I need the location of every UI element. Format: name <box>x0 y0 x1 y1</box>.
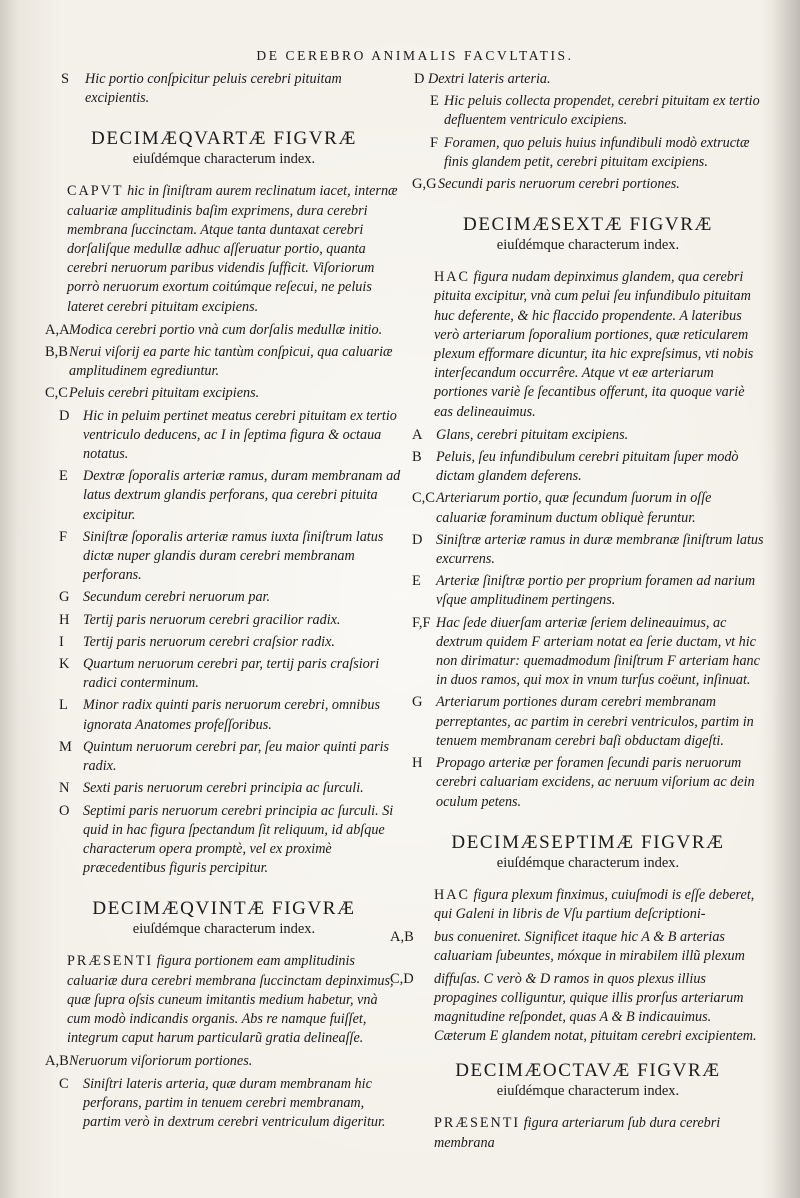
legend-list <box>412 426 764 812</box>
heading-subtitle: eiuſdémque characterum index. <box>132 151 316 168</box>
legend-entry <box>390 928 764 966</box>
legend-text: Foramen, quo peluis huius infundibuli modò extructæ finis glandem petit, cerebri pituitam excipiens. <box>444 134 750 170</box>
legend-entry <box>412 134 764 172</box>
legend-label: B <box>412 449 422 466</box>
description-paragraph <box>45 182 403 316</box>
legend-text: Dextri lateris arteria. <box>428 71 551 87</box>
legend-text: Arteriæ ſiniſtræ portio per proprium foramen ad narium vſque amplitudinem pertingens. <box>436 573 756 609</box>
legend-label: D <box>59 407 70 424</box>
legend-text: Hic in peluim pertinet meatus cerebri pituitam ex tertio ventriculo deducens, ac I in ſeptima figura & octaua notatus. <box>83 407 397 463</box>
legend-entry <box>412 448 764 486</box>
section-heading <box>45 128 403 168</box>
legend-text: Dextræ ſoporalis arteriæ ramus, duram membranam ad latus dextrum glandis perforans, qua cerebri pituita excipitur. <box>83 468 401 523</box>
legend-list <box>45 1052 403 1132</box>
legend-entry <box>412 70 764 89</box>
legend-entry <box>45 588 403 607</box>
paragraph-text: hic in ſiniſtram aurem reclinatum iacet, internæ caluariæ amplitudinis baſim exprimens, dura cerebri membrana ſuccinctam. Atque tanta duntaxat cerebri dorſaliſque medullæ adhuc aſſeruatur portio, quanta cerebri neruorum paribus videndis ſufficit. Viſoriorum porrò neruorum exortum coitúmque reſecui, ne peluis lateret cerebri pituitam excipiens. <box>67 183 398 315</box>
heading-subtitle: eiuſdémque characterum index. <box>496 237 680 254</box>
legend-entry <box>45 343 403 381</box>
legend-label: D <box>412 531 423 548</box>
legend-text: diffuſas. C verò & D ramos in quos plexus illius propagines colliguntur, quique illis prorſus arteriarum magnitudine reſpondet, quas A & B indicauimus. Cæterum E glandem notat, pituitam cerebri excipientem. <box>434 970 757 1045</box>
legend-label: A,A <box>45 321 70 338</box>
legend-label: E <box>59 468 68 485</box>
legend-text: Peluis cerebri pituitam excipiens. <box>69 385 260 402</box>
legend-entry <box>61 70 403 108</box>
legend-text: Modica cerebri portio vnà cum dorſalis medullæ initio. <box>69 321 383 338</box>
legend-label: K <box>59 656 70 673</box>
right-column <box>390 70 764 1157</box>
legend-text: Quartum neruorum cerebri par, tertij paris craſsiori radici conterminum. <box>83 656 380 692</box>
legend-entry <box>45 802 403 879</box>
legend-list <box>412 70 764 194</box>
legend-text: Siniſtræ arteriæ ramus in duræ membranæ ſiniſtrum latus excurrens. <box>436 531 764 568</box>
paragraph-lead: PRÆSENTI <box>67 953 154 970</box>
paragraph-text: figura arteriarum ſub dura cerebri membrana <box>434 1115 721 1151</box>
legend-text: Tertij paris neruorum cerebri craſsior radix. <box>83 633 335 650</box>
legend-label: B,B <box>45 344 68 361</box>
legend-text: bus conueniret. Significet itaque hic A & B arterias caluariam ſubeuntes, móxque in mirabilem illũ plexum <box>434 929 745 965</box>
legend-entry <box>45 655 403 693</box>
description-paragraph <box>412 1114 764 1152</box>
legend-text: Neruorum viſoriorum portiones. <box>69 1053 253 1070</box>
legend-label: I <box>59 633 64 650</box>
legend-text: Secundi paris neruorum cerebri portiones. <box>438 176 680 193</box>
paragraph-text: figura plexum finximus, cuiuſmodi is eſſe deberet, qui Galeni in libris de Vſu partium deſcriptioni- <box>434 886 755 922</box>
legend-entry <box>412 531 764 569</box>
legend-text: Tertij paris neruorum cerebri gracilior radix. <box>83 611 341 628</box>
legend-entry <box>45 407 403 465</box>
legend-text: Secundum cerebri neruorum par. <box>83 589 271 606</box>
heading-title: DECIMÆQVINTÆ FIGVRÆ <box>92 898 356 920</box>
legend-text: Sexti paris neruorum cerebri principia ac ſurculi. <box>83 780 364 797</box>
page-edge-shadow <box>772 0 800 1198</box>
legend-entry <box>45 779 403 798</box>
running-head: DE CEREBRO ANIMALIS FACVLTATIS. <box>256 48 574 63</box>
paragraph-lead: HAC <box>434 269 470 286</box>
heading-title: DECIMÆSEXTÆ FIGVRÆ <box>463 214 713 236</box>
legend-label: O <box>59 802 70 819</box>
paragraph-lead: PRÆSENTI <box>434 1115 521 1132</box>
legend-text: Hic portio conſpicitur peluis cerebri pituitam excipientis. <box>85 71 342 107</box>
legend-label: H <box>59 611 70 628</box>
legend-entry <box>412 92 764 130</box>
legend-entry <box>412 426 764 445</box>
legend-entry <box>412 754 764 812</box>
legend-label: G,G <box>412 176 437 193</box>
legend-text: Minor radix quinti paris neruorum cerebri, omnibus ignorata Anatomes profeſſoribus. <box>83 697 381 733</box>
legend-label: S <box>61 71 70 87</box>
legend-label: C,D <box>390 970 414 987</box>
legend-entry <box>412 614 764 691</box>
legend-entry <box>45 633 403 652</box>
legend-entry <box>45 384 403 403</box>
left-column <box>45 70 403 1135</box>
description-paragraph <box>45 952 403 1048</box>
legend-text: Quintum neruorum cerebri par, ſeu maior quinti paris radix. <box>83 738 390 775</box>
heading-subtitle: eiuſdémque characterum index. <box>496 1083 680 1100</box>
legend-entry <box>412 572 764 610</box>
legend-label: C <box>59 1075 69 1092</box>
legend-label: A <box>412 426 423 443</box>
legend-label: M <box>59 738 72 755</box>
heading-title: DECIMÆSEPTIMÆ FIGVRÆ <box>451 831 725 853</box>
section-heading <box>412 1060 764 1100</box>
legend-label: C,C <box>45 385 68 402</box>
legend-label: F <box>59 528 68 545</box>
legend-label: G <box>412 694 423 711</box>
heading-title: DECIMÆQVARTÆ FIGVRÆ <box>91 128 357 150</box>
legend-label: H <box>412 755 423 772</box>
legend-text: Septimi paris neruorum cerebri principia ac ſurculi. Si quid in hac figura ſpectandum ſit reliquum, id abſque characterum opera promptè, vel ex proximè præcedentibus figuris percipitur. <box>83 802 394 877</box>
legend-entry <box>45 738 403 776</box>
legend-label: C,C <box>412 490 435 507</box>
paragraph-text: figura portionem eam amplitudinis caluariæ dura cerebri membrana ſuccinctam depinximus, quæ ſupra oſsis cuneum imitantis medium habetur, vnà cum modò indicandis organis. Abs re namque fuiſſet, integrum caput harum particularũ gratia delineaſſe. <box>67 953 394 1047</box>
legend-text: Propago arteriæ per foramen ſecundi paris neruorum cerebri caluariam excidens, ac neruum viſorium ac dein oculum petens. <box>436 755 755 810</box>
paragraph-lead: CAPVT <box>67 183 124 200</box>
paragraph-lead: HAC <box>434 886 470 903</box>
legend-text: Siniſtræ ſoporalis arteriæ ramus iuxta ſiniſtrum latus dictæ nuper glandis duram cerebri membranam perforans. <box>83 528 384 584</box>
legend-text: Hac ſede diuerſam arteriæ ſeriem delineauimus, ac dextrum quidem F arteriam notat ea ſerie ductam, vt hic non dirimatur: quemadmodum ſiniſtrum F arteriam hanc in duos ramos, qui mox in vnum turſus coëunt, inſinuat. <box>436 614 760 689</box>
legend-label: G <box>59 589 70 606</box>
paragraph-text: figura nudam depinximus glandem, qua cerebri pituita excipitur, vnà cum pelui ſeu infundibulo pituitam huc deferente, & hic flaccido propendente. A lateribus verò arteriarum ſoporalium portiones, quæ reticularem plexum efformare dicuntur, ita hic expreſsimus, vti nobis interſecandum occurrêre. Atque vt eæ arteriarum portiones variè ſe ſecantibus offerunt, ita quoque variè eas delineauimus. <box>434 269 754 420</box>
legend-text: Peluis, ſeu infundibulum cerebri pituitam ſuper modò dictam glandem deferens. <box>436 449 739 485</box>
legend-label: F,F <box>412 614 431 631</box>
heading-title: DECIMÆOCTAVÆ FIGVRÆ <box>455 1060 721 1082</box>
legend-label: L <box>59 697 68 714</box>
legend-entry <box>412 489 764 527</box>
legend-entry <box>45 611 403 630</box>
legend-entry <box>45 467 403 525</box>
description-paragraph <box>412 268 764 422</box>
section-heading <box>412 214 764 254</box>
legend-entry <box>45 321 403 340</box>
page-gutter-shadow <box>0 0 18 1198</box>
legend-text: Arteriarum portiones duram cerebri membranam perreptantes, ac partim in cerebri ventriculos, partim in tenuem membranam cerebri baſi obductam digeſti. <box>436 694 754 749</box>
legend-entry <box>45 528 403 586</box>
legend-label: E <box>430 93 439 110</box>
legend-entry <box>45 696 403 734</box>
legend-entry <box>412 175 764 194</box>
legend-label: A,B <box>390 929 414 946</box>
heading-subtitle: eiuſdémque characterum index. <box>496 854 680 871</box>
legend-label: F <box>430 134 439 151</box>
legend-label: A,B <box>45 1053 69 1070</box>
legend-text: Siniſtri lateris arteria, quæ duram membranam hic perforans, partim in tenuem cerebri membranam, partim verò in dextrum cerebri ventriculum digeritur. <box>83 1075 386 1130</box>
legend-list <box>45 321 403 878</box>
section-heading <box>412 832 764 872</box>
legend-entry <box>390 970 764 1047</box>
legend-label: E <box>412 573 421 590</box>
legend-text: Nerui viſorij ea parte hic tantùm conſpicui, qua caluariæ amplitudinem egrediuntur. <box>69 344 393 380</box>
section-heading <box>45 898 403 938</box>
legend-label: D <box>414 71 425 87</box>
description-paragraph <box>412 886 764 924</box>
legend-label: N <box>59 780 70 797</box>
legend-entry <box>412 693 764 751</box>
legend-entry <box>45 1052 403 1071</box>
legend-text: Glans, cerebri pituitam excipiens. <box>436 426 629 443</box>
heading-subtitle: eiuſdémque characterum index. <box>132 921 316 938</box>
legend-text: Hic peluis collecta propendet, cerebri pituitam ex tertio defluentem ventriculo excipiens. <box>444 93 760 129</box>
legend-text: Arteriarum portio, quæ ſecundum ſuorum in oſſe caluariæ foraminum ductum obliquè feruntur. <box>436 490 712 526</box>
legend-entry <box>45 1075 403 1133</box>
